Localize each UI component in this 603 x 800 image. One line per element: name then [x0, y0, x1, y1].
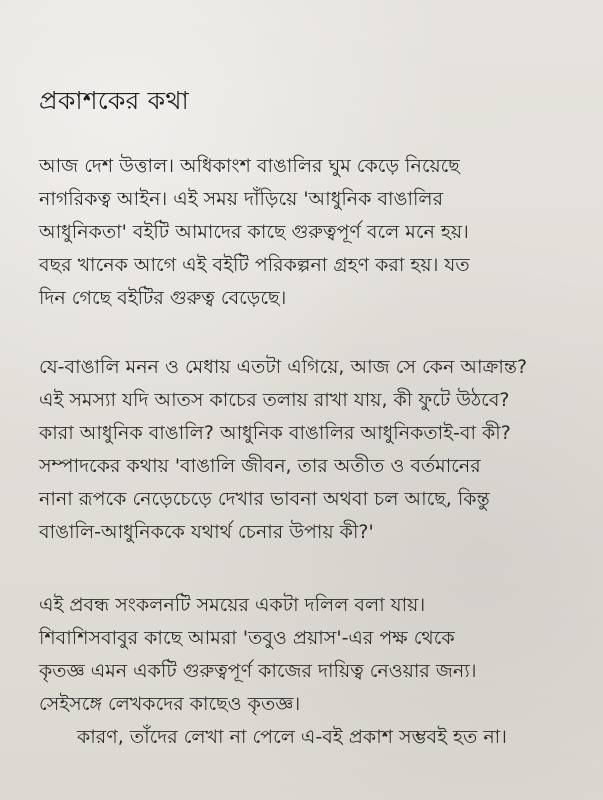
paragraph-2-line-2: এই সমস্যা যদি আতস কাচের তলায় রাখা যায়, কী ফুটে উঠবে?: [39, 389, 510, 411]
paragraph-2-line-6: বাঙালি-আধুনিককে যথার্থ চেনার উপায় কী?': [39, 521, 374, 543]
paragraph-2-line-5: নানা রূপকে নেড়েচেড়ে দেখার ভাবনা অথবা চল আছে, কিন্তু: [39, 488, 490, 510]
paragraph-3: [39, 589, 564, 754]
paragraph-1-line-5: দিন গেছে বইটির গুরুত্ব বেড়েছে।: [39, 287, 287, 309]
paragraph-3-line-2: শিবাশিসবাবুর কাছে আমরা 'তবুও প্রয়াস'-এর পক্ষ থেকে: [39, 627, 455, 649]
paragraph-3-line-3: কৃতজ্ঞ এমন একটি গুরুত্বপূর্ণ কাজের দায়িত্ব নেওয়ার জন্য।: [39, 660, 477, 682]
paragraph-2-line-3: কারা আধুনিক বাঙালি? আধুনিক বাঙালির আধুনিকতাই-বা কী?: [39, 422, 511, 444]
paragraph-1-line-3: আধুনিকতা' বইটি আমাদের কাছে গুরুত্বপূর্ণ বলে মনে হয়।: [39, 221, 469, 243]
paragraph-1-line-4: বছর খানেক আগে এই বইটি পরিকল্পনা গ্রহণ করা হয়। যত: [39, 254, 470, 276]
paragraph-3-line-4: সেইসঙ্গে লেখকদের কাছেও কৃতজ্ঞ।: [39, 693, 301, 715]
paragraph-2: [39, 351, 564, 549]
paragraph-3-line-1: এই প্রবন্ধ সংকলনটি সময়ের একটা দলিল বলা যায়।: [39, 594, 426, 616]
paragraph-1-line-2: নাগরিকত্ব আইন। এই সময় দাঁড়িয়ে 'আধুনিক বাঙালির: [39, 188, 444, 210]
paragraph-1: [39, 150, 564, 315]
paragraph-3-line-5: কারণ, তাঁদের লেখা না পেলে এ-বই প্রকাশ সম্ভবই হত না।: [77, 726, 507, 748]
page-heading: প্রকাশকের কথা: [39, 86, 189, 115]
paragraph-2-line-1: যে-বাঙালি মনন ও মেধায় এতটা এগিয়ে, আজ সে কেন আক্রান্ত?: [39, 356, 528, 378]
paragraph-2-line-4: সম্পাদকের কথায় 'বাঙালি জীবন, তার অতীত ও বর্তমানের: [39, 455, 481, 477]
paragraph-1-line-1: আজ দেশ উত্তাল। অধিকাংশ বাঙালির ঘুম কেড়ে নিয়েছে: [39, 155, 460, 177]
